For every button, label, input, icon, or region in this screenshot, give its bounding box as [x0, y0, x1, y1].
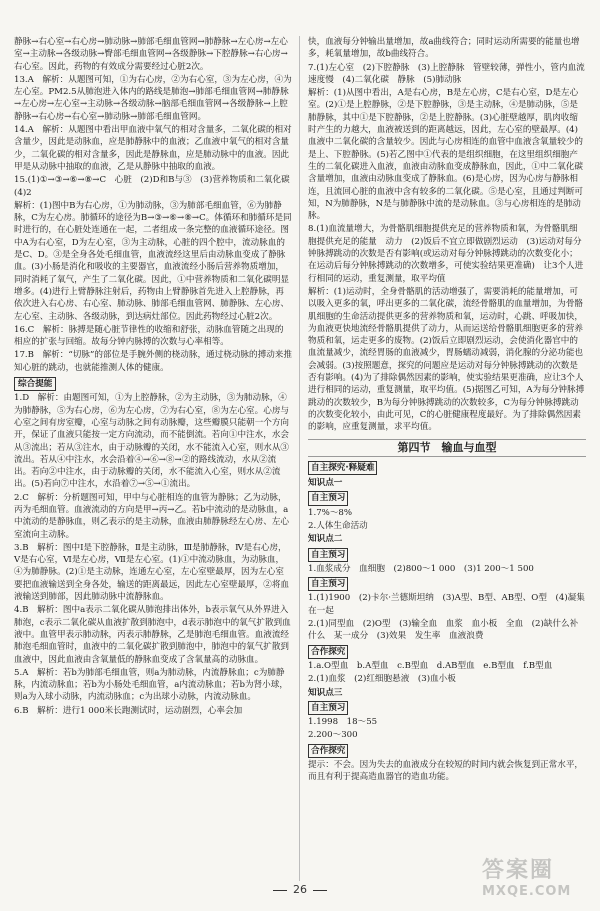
answer-paragraph: 解析：(1)运动时，全身骨骼肌的活动增强了，需要消耗的能量增加，可以吸入更多的氧，呼出更多的二氧化碳，流经骨骼肌的血量增加，为骨骼肌细胞的生命活动提供更多的营养物质和氧，运动时，心跳、呼吸加快，为血液更快地流经骨骼肌提供了动力，从而运送给骨骼肌细胞更多的营养物质和氧，运走更多的废物。(2)饭后立即剧烈运动，会使消化器官中的血流量减少，流经胃肠的血液减少，胃肠蠕动减弱，消化腺的分泌功能也会减弱。(3)按照题意，探究的问题应是运动对每分钟脉搏跳动的次数是否有影响。(4)为了排除偶然因素的影响，使实验结果更准确，应让3个人进行相同的运动，重复测量，取平均值。(5)据图乙可知，A为每分钟脉搏跳动的次数较少，B为每分钟脉搏跳动的次数较多，C为每分钟脉搏跳动的次数变化较小，由此可见，C的心脏健康程度最好。为了排除偶然因素的影响，应重复测量，求平均值。 [308, 286, 585, 433]
watermark-text: 答案圈 [482, 858, 555, 883]
knowledge-point-heading: 知识点一 [308, 478, 343, 489]
answer-line: 2.(1)同型血 (2)O型 (3)输全血 血浆 血小板 全血 (2)缺什么补什么 某一成分 (3)效果 发生率 血液浪费 [308, 619, 579, 642]
answer-paragraph: 解析：(1)从图中看出，A是右心房，B是左心房，C是右心室，D是左心室。(2)①是上腔静脉，②是下腔静脉，③是主动脉，④是肺动脉，⑤是肺静脉，其中①是下腔静脉，②是上腔静脉。(3)心脏壁越厚，肌肉收缩时产生的力越大，血液被送到的距离越远，因此，左心室的壁最厚。(4)血液中二氧化碳的含量较少。因此与心房相连的血管中血液含氧量较少的是上、下腔静脉。(5)若乙图中①代表的是组织细胞，在这里组织细胞产生的二氧化碳进入血液，血液由动脉血变成静脉血，因此，①中二氧化碳含量增加，血液由动脉血变成了静脉血。(6)是心房，因为心房与静脉相连，且流回心脏的血液中含有较多的二氧化碳。⑤是心室，且通过判断可知，N为肺静脉，N是与肺静脉中流的是动脉血。③与心房相连的是肺动脉。 [308, 88, 584, 222]
answer-line: 2.人体生命活动 [308, 520, 368, 531]
knowledge-point-heading: 知识点二 [308, 534, 343, 545]
knowledge-point-heading: 知识点三 [308, 687, 343, 698]
answer-paragraph: 16.C 解析：脉搏是随心脏节律性的收缩和舒张，动脉血管随之出现的相应的扩张与回缩。故每分钟内脉搏的次数与心率相等。 [14, 324, 284, 348]
section-heading: 综合提能 [14, 377, 56, 391]
answer-line: 2.200～300 [308, 730, 358, 741]
answer-paragraph: 4.B 解析：图中a表示二氧化碳从肺泡排出体外，b表示氧气从外界进入肺泡，c表示二氧化碳从血液扩散到肺泡中，d表示肺泡中的氧气扩散到血液中。血管甲表示肺动脉，丙表示肺静脉，乙是肺泡毛细血管。血液流经肺泡毛细血管时，血液中的二氧化碳扩散到肺泡中，肺泡中的氧气扩散到血液中，因此血液由含氧量低的静脉血变成了含氧量高的动脉血。 [14, 605, 291, 665]
column-divider [299, 36, 300, 881]
answer-paragraph: 解析：(1)图中B为右心房，①为肺动脉，③为肺部毛细血管，⑥为肺静脉，C为左心房。肺循环的途径为B→③→⑥→⑧→C。体循环和肺循环是同时进行的，在心脏处连通在一起，二者组成一条完整的血液循环途径。图中A为右心室，D为左心室，③为主动脉，心脏的四个腔中，流动脉血的是C、D。③是全身各处毛细血管，血液流经这里后由动脉血变成了静脉血。(3)小肠是消化和吸收的主要器官，血液流经小肠后营养物质增加，同时消耗了氧气，产生了二氧化碳。因此，①中营养物质和二氧化碳明显增多。(4)进行上臂静脉注射后，药物由上臂静脉首先进入上腔静脉，再依次进入右心房、右心室、肺动脉、肺部毛细血管网、肺静脉、左心房、左心室、主动脉、各级动脉，到达病灶部位。因此药物经过心脏2次。 [14, 200, 292, 322]
page-number: 26 [0, 883, 600, 896]
answer-line: 1.7%～8% [308, 507, 353, 518]
preview-heading: 自主预习 [308, 491, 348, 505]
answer-line: 提示：不会。因为失去的血液成分在较短的时间内就会恢复到正常水平，而且有利于提高造血器官的造血功能。 [308, 760, 584, 783]
left-column [14, 36, 299, 718]
answer-page [14, 36, 586, 881]
answer-paragraph: 快，血液每分钟输出量增加，故a曲线符合；同时运动所需要的能量也增多，耗氧量增加，故b曲线符合。 [308, 37, 580, 60]
answer-paragraph: 6.B 解析：进行1 000米长跑测试时，运动剧烈，心率会加 [14, 705, 243, 716]
answer-line: 1.(1)1900 (2)卡尔·兰德斯坦纳 (3)A型、B型、AB型、O型 (4)凝集在一起 [308, 593, 585, 616]
answer-paragraph: 7.(1)左心室 (2)下腔静脉 (3)上腔静脉 管壁较薄，弹性小，管内血流速度慢 (4)二氧化碳 静脉 (5)肺动脉 [308, 62, 585, 85]
watermark-logo [482, 853, 592, 901]
section-title: 第四节 输血与血型 [308, 439, 586, 457]
answer-line: 1.a.O型血 b.A型血 c.B型血 d.AB型血 e.B型血 f.B型血 [308, 660, 553, 671]
answer-paragraph: 5.A 解析：若b为肺部毛细血管，则a为肺动脉，内流静脉血；c为肺静脉，内流动脉血；若b为小肠处毛细血管，a内流动脉血；若b为肾小球，则a为入球小动脉，内流动脉血；c为出球小动脉，内流动脉血。 [14, 667, 288, 703]
answer-line: 2.(1)血浆 (2)红细胞悬液 (3)血小板 [308, 674, 456, 685]
answer-line: 1.血浆成分 血细胞 (2)800～1 000 (3)1 200～1 500 [308, 563, 534, 574]
subsection-heading: 自主探究·释疑难 [308, 461, 377, 475]
answer-paragraph: 静脉→右心室→右心房→肺动脉→肺部毛细血管网→肺静脉→左心房→左心室→主动脉→各级动脉→臀部毛细血管网→各级静脉→下腔静脉→右心房→右心室。因此，药物的有效成分需要经过心脏2次。 [14, 37, 288, 72]
answer-paragraph: 14.A 解析：从题图中看出甲血液中氧气的相对含量多，二氧化碳的相对含量少，因此是动脉血，应是肺静脉中的血液；乙血液中氧气的相对含量少，二氧化碳的相对含量多，因此是静脉血，应是肺动脉中的血液。因此甲是从动脉中抽取的血液，乙是从静脉中抽取的血液。 [14, 125, 292, 172]
answer-paragraph: 15.(1)①→③→⑥→⑧→C 心脏 (2)D和B与③ (3)营养物质和二氧化碳 (4)2 [14, 175, 299, 198]
answer-line: 1.1998 18～55 [308, 717, 378, 728]
cooperative-heading: 合作探究 [308, 645, 348, 659]
watermark-url: MXQE.COM [482, 884, 572, 899]
cooperative-heading: 合作探究 [308, 744, 348, 758]
answer-paragraph: 17.B 解析：“切脉”的部位是手腕外侧的桡动脉，通过桡动脉的搏动来推知心脏的跳动，也就能推测人体的健康。 [14, 350, 292, 373]
preview-heading: 自主预习 [308, 577, 348, 591]
answer-paragraph: 2.C 解析：分析题图可知，甲中与心脏相连的血管为静脉；乙为动脉，丙为毛细血管。血液流动的方向是甲→丙→乙。若b中流动的是动脉血，a中流动的是静脉血，则乙表示的是主动脉，血液由肺静脉经左心房、左心室流向主动脉。 [14, 492, 290, 540]
preview-heading: 自主预习 [308, 548, 348, 562]
answer-paragraph: 13.A 解析：从题图可知，①为右心房，②为右心室，③为左心房，④为左心室。PM2.5从肺泡进入体内的路线是肺泡→肺部毛细血管网→肺静脉→左心房→左心室→主动脉→各级动脉→脑部毛细血管网→各级静脉→上腔静脉→右心房→右心室→肺动脉→肺部毛细血管网。 [14, 74, 292, 122]
answer-paragraph: 8.(1)血流量增大，为骨骼肌细胞提供充足的营养物质和氧，为骨骼肌细胞提供充足的能量 动力 (2)饭后不宜立即做剧烈运动 (3)运动对每分钟脉搏跳动的次数是否有影响(或运动对每分钟脉搏跳动的次数变化小；在运动后每分钟脉搏跳动的次数增多，可使实验结果更准确) 让3个人进行相同的运动，重复测量，取平均值 [308, 224, 584, 284]
answer-paragraph: 3.B 解析：图中Ⅰ是下腔静脉，Ⅱ是主动脉，Ⅲ是肺静脉，Ⅳ是右心房，Ⅴ是右心室，Ⅵ是左心房，Ⅶ是左心室。(1)①中流动脉血，为动脉血，④为肺静脉。(2)①是主动脉，连通左心室，左心室壁最厚，因为左心室要把血液输送到全身各处，输送的距离最远，因此左心室壁最厚，②将血液输送到肺部，因此肺动脉中流静脉血。 [14, 542, 290, 603]
right-column [308, 36, 586, 785]
answer-paragraph: 1.D 解析：由题图可知，①为上腔静脉，②为主动脉，③为肺动脉，④为肺静脉，⑤为右心房，⑥为左心房，⑦为右心室，⑧为左心室。心房与心室之间有房室瓣，心室与动脉之间有动脉瓣，这些瓣膜只能朝一个方向开，保证了血液只能按一定方向流动，而不能倒流。若向①中注水，水会从③流出；若从③注水，由于动脉瓣的关闭，水不能流入心室，则水从③流出。若从④中注水，水会沿着④→⑥→⑧→②的路线流动，水从②流出。若向②中注水，由于动脉瓣的关闭，水不能流入心室，则水从②流出。(5)若向⑦中注水，水沿着⑦→⑤→①流出。 [14, 393, 290, 490]
preview-heading: 自主预习 [308, 701, 348, 715]
